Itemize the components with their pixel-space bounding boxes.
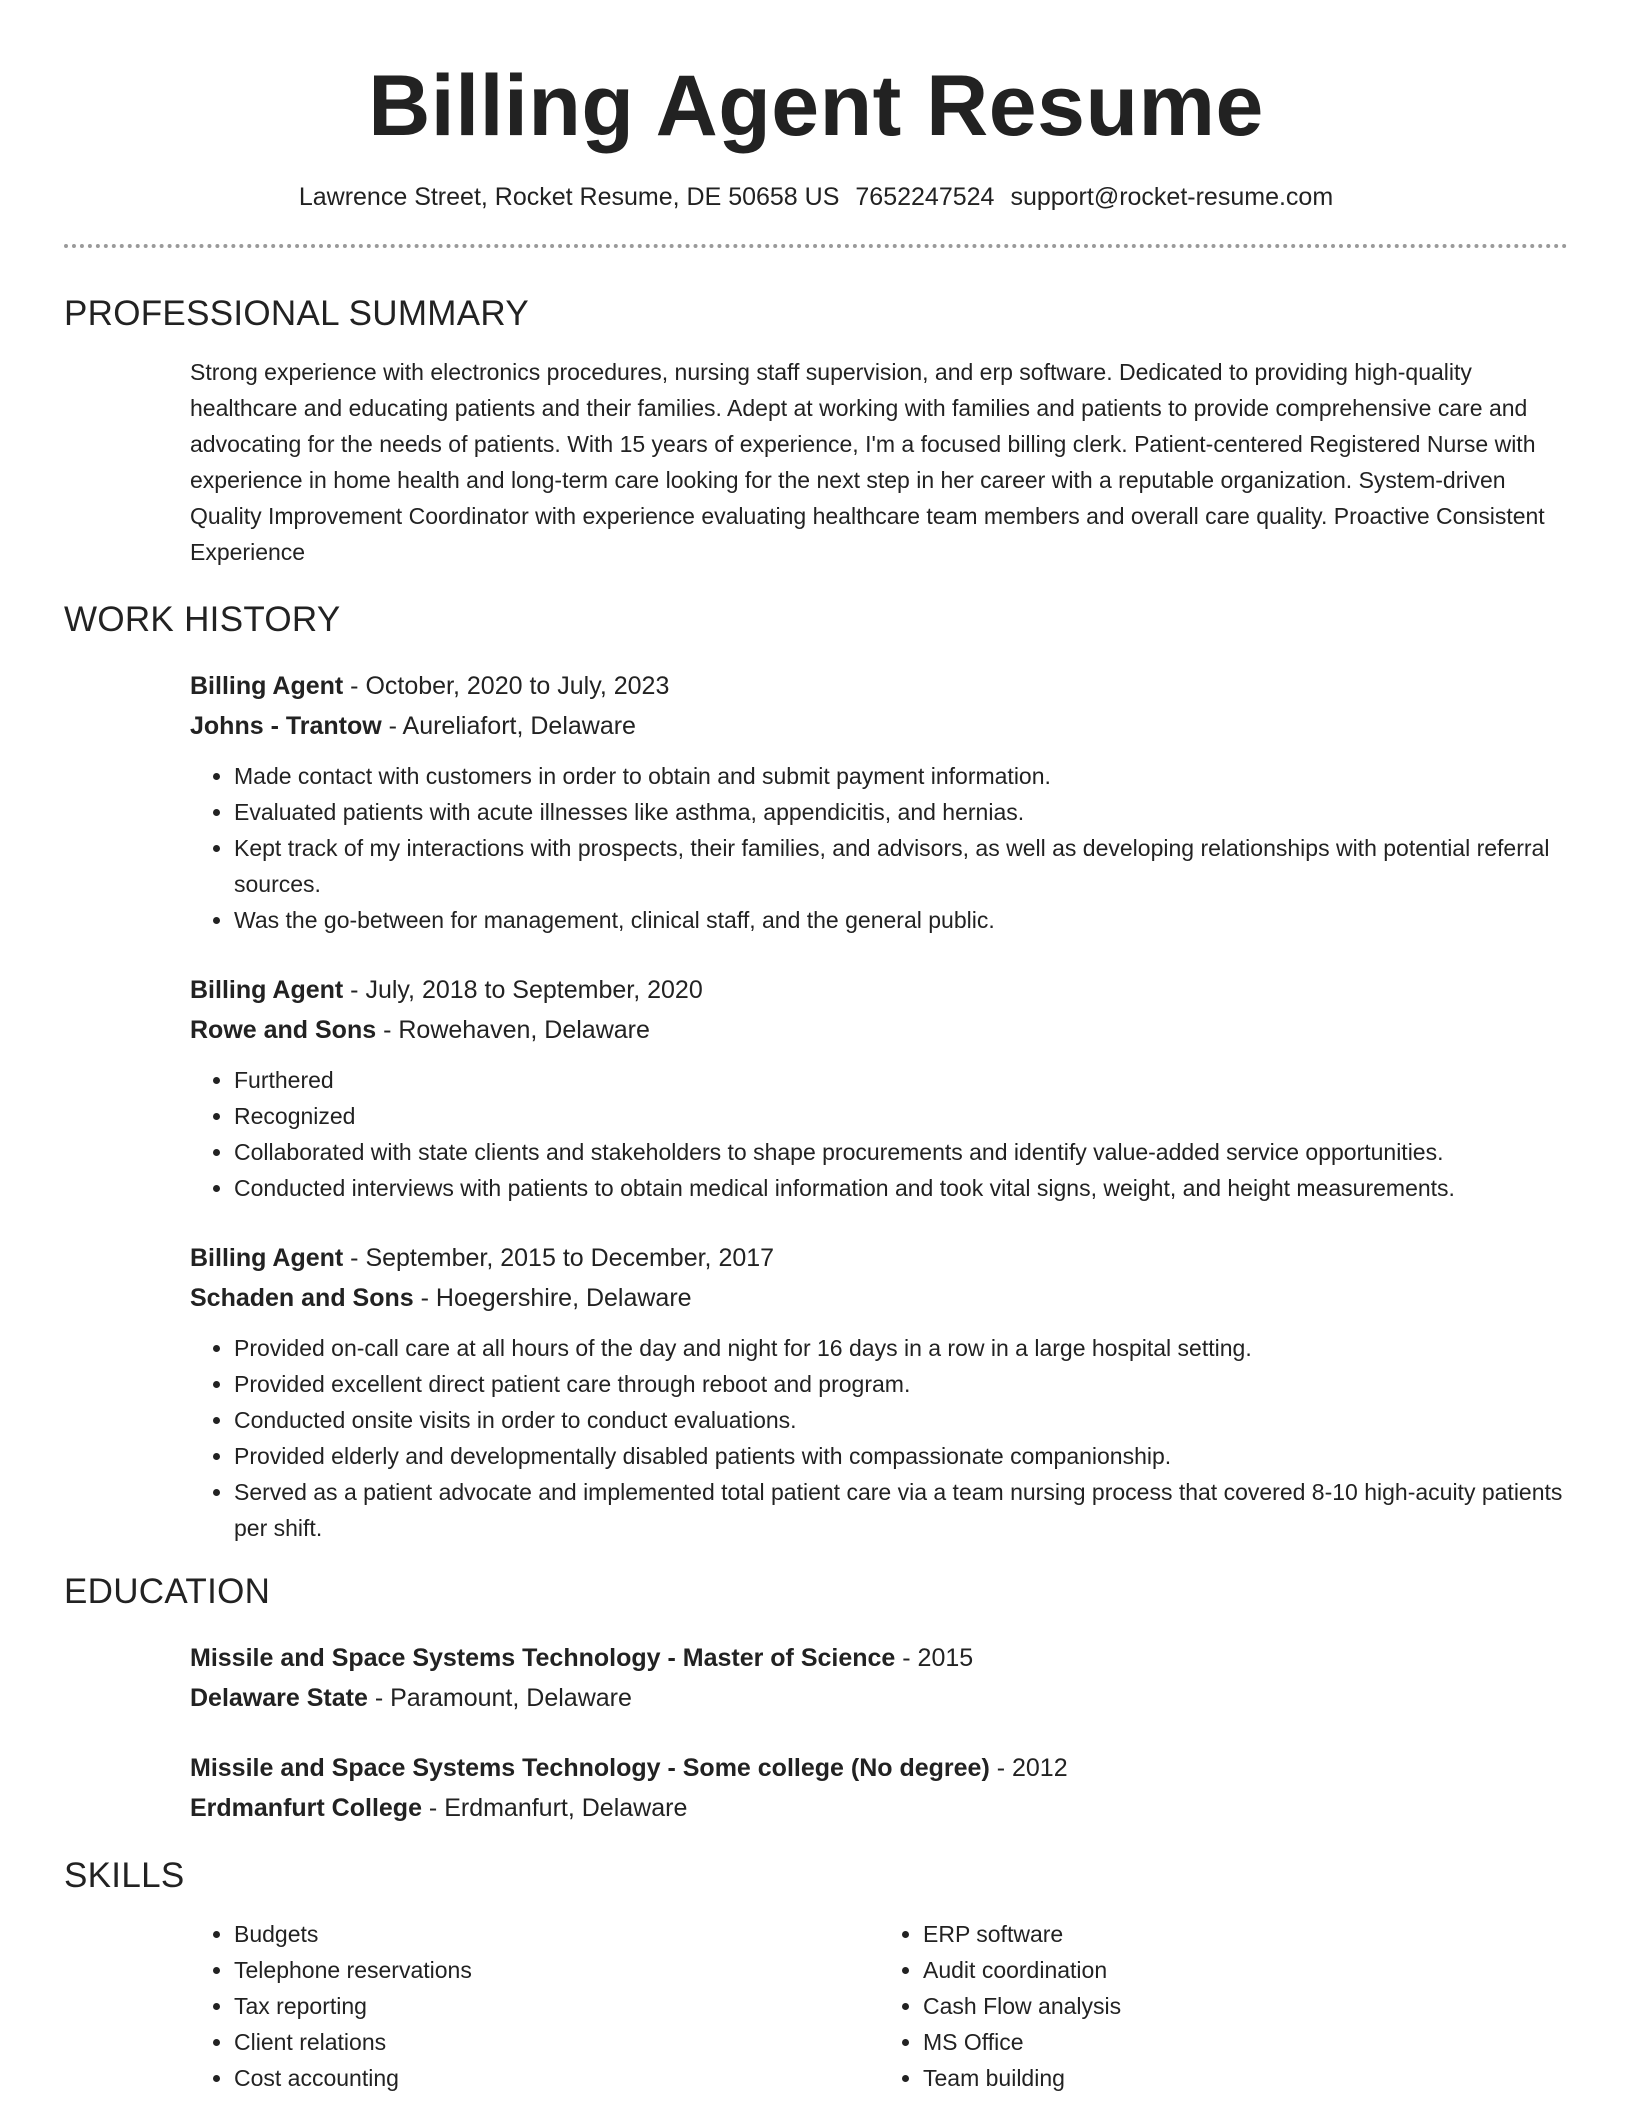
job-title-line (190, 970, 1568, 1010)
education-school: Erdmanfurt College (190, 1794, 422, 1822)
job-title-line (190, 1238, 1568, 1278)
skills-heading: SKILLS (64, 1856, 185, 1895)
education-degree: Missile and Space Systems Technology - Some college (No degree) (190, 1754, 990, 1782)
job-bullet: • Furthered (234, 1062, 1568, 1098)
skill-item: • Audit coordination (923, 1952, 1568, 1988)
job-location: - Hoegershire, Delaware (413, 1284, 692, 1312)
contact-line (64, 180, 1568, 214)
job-company: Rowe and Sons (190, 1016, 377, 1044)
skill-item: • Team building (923, 2060, 1568, 2096)
page-title: Billing Agent Resume (368, 58, 1264, 154)
skill-item: • Budgets (234, 1916, 879, 1952)
skill-item: • MS Office (923, 2024, 1568, 2060)
job-bullets (190, 758, 1568, 938)
job-bullet: • Provided on-call care at all hours of the day and night for 16 days in a row in a large hospital setting. (234, 1330, 1568, 1366)
skills-column-left (190, 1916, 879, 2096)
education-location: - Paramount, Delaware (367, 1684, 632, 1712)
education-school-line (190, 1678, 1568, 1718)
job-title-line (190, 666, 1568, 706)
education-school-line (190, 1788, 1568, 1828)
job-bullet: • Recognized (234, 1098, 1568, 1134)
education-section (64, 1570, 1568, 1828)
skill-item: • Cost accounting (234, 2060, 879, 2096)
job-bullet: • Provided excellent direct patient care through reboot and program. (234, 1366, 1568, 1402)
job-bullet: • Conducted onsite visits in order to conduct evaluations. (234, 1402, 1568, 1438)
job-entry (190, 970, 1568, 1206)
job-company-line (190, 1010, 1568, 1050)
skills-column-right (879, 1916, 1568, 2096)
job-title: Billing Agent (190, 976, 344, 1004)
education-location: - Erdmanfurt, Delaware (421, 1794, 688, 1822)
skill-item: • ERP software (923, 1916, 1568, 1952)
job-company-line (190, 706, 1568, 746)
education-degree-line (190, 1748, 1568, 1788)
job-bullets (190, 1330, 1568, 1546)
education-entry (190, 1748, 1568, 1828)
summary-text: Strong experience with electronics procedures, nursing staff supervision, and erp software. Dedicated to providing high-quality healthcare and educating patients and their families. Adept at working with families and patients to provide comprehensive care and advocating for the needs of patients. With 15 years of experience, I'm a focused billing clerk. Patient-centered Registered Nurse with experience in home health and long-term care looking for the next step in her career with a reputable organization. System-driven Quality Improvement Coordinator with experience evaluating healthcare team members and overall care quality. Proactive Consistent Experience (190, 359, 1545, 565)
education-school: Delaware State (190, 1684, 368, 1712)
job-bullet: • Conducted interviews with patients to obtain medical information and took vital signs, weight, and height measurements. (234, 1170, 1568, 1206)
contact-phone: 7652247524 (855, 183, 995, 211)
education-degree: Missile and Space Systems Technology - Master of Science (190, 1644, 896, 1672)
job-company: Johns - Trantow (190, 712, 382, 740)
header-divider (64, 244, 1568, 248)
job-bullet: • Served as a patient advocate and implemented total patient care via a team nursing process that covered 8-10 high-acuity patients per shift. (234, 1474, 1568, 1546)
education-degree-line (190, 1638, 1568, 1678)
job-bullet: • Was the go-between for management, clinical staff, and the general public. (234, 902, 1568, 938)
job-entry (190, 1238, 1568, 1546)
job-company-line (190, 1278, 1568, 1318)
skill-item: • Client relations (234, 2024, 879, 2060)
job-bullet: • Collaborated with state clients and stakeholders to shape procurements and identify value-added service opportunities. (234, 1134, 1568, 1170)
job-bullet: • Evaluated patients with acute illnesses like asthma, appendicitis, and hernias. (234, 794, 1568, 830)
skill-item: • Cash Flow analysis (923, 1988, 1568, 2024)
job-bullet: • Made contact with customers in order to obtain and submit payment information. (234, 758, 1568, 794)
job-bullets (190, 1062, 1568, 1206)
work-history-section (64, 598, 1568, 1546)
education-year: - 2012 (989, 1754, 1068, 1782)
education-heading: EDUCATION (64, 1572, 271, 1611)
job-location: - Rowehaven, Delaware (376, 1016, 650, 1044)
summary-section (64, 292, 1568, 570)
job-bullet: • Kept track of my interactions with prospects, their families, and advisors, as well as developing relationships with potential referral sources. (234, 830, 1568, 902)
job-entry (190, 666, 1568, 938)
job-title: Billing Agent (190, 1244, 344, 1272)
job-dates: - July, 2018 to September, 2020 (343, 976, 703, 1004)
job-dates: - September, 2015 to December, 2017 (343, 1244, 775, 1272)
skills-section (64, 1854, 1568, 2096)
job-dates: - October, 2020 to July, 2023 (343, 672, 670, 700)
contact-address: Lawrence Street, Rocket Resume, DE 50658 US (298, 183, 840, 211)
education-entry (190, 1638, 1568, 1718)
job-bullet: • Provided elderly and developmentally disabled patients with compassionate companionship. (234, 1438, 1568, 1474)
work-history-heading: WORK HISTORY (64, 600, 341, 639)
job-title: Billing Agent (190, 672, 344, 700)
skill-item: • Telephone reservations (234, 1952, 879, 1988)
education-year: - 2015 (895, 1644, 974, 1672)
job-location: - Aureliafort, Delaware (381, 712, 636, 740)
job-company: Schaden and Sons (190, 1284, 414, 1312)
skill-item: • Tax reporting (234, 1988, 879, 2024)
contact-email: support@rocket-resume.com (1010, 183, 1334, 211)
summary-heading: PROFESSIONAL SUMMARY (64, 294, 529, 333)
skills-grid (190, 1916, 1568, 2096)
